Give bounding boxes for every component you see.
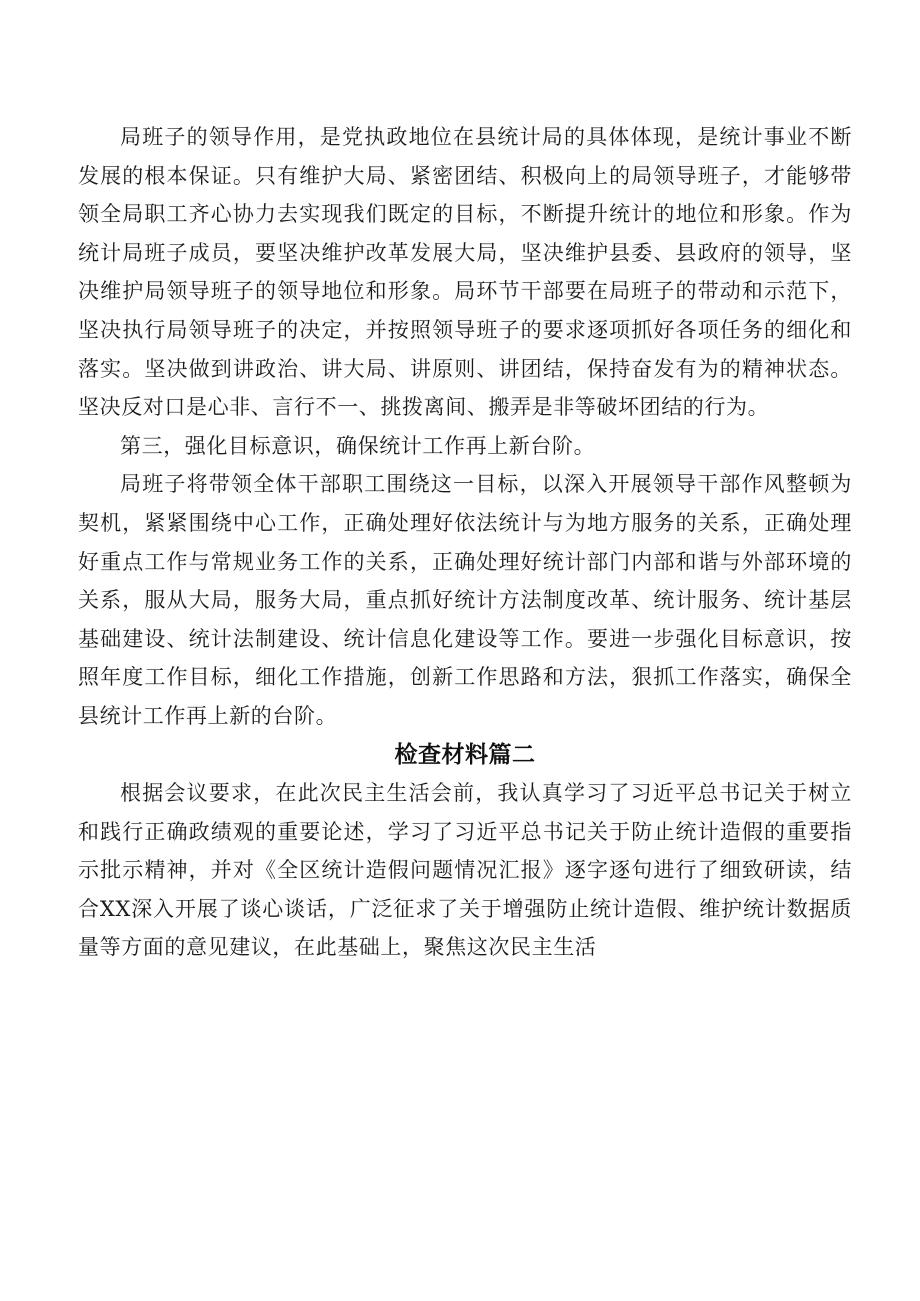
paragraph-meeting: 根据会议要求，在此次民主生活会前，我认真学习了习近平总书记关于树立和践行正确政绩观的重要论述，学习了习近平总书记关于防止统计造假的重要指示批示精神，并对《全区统计造假问题情况汇报》逐字逐句进行了细致研读，结合XX深入开展了谈心谈话，广泛征求了关于增强防止统计造假、维护统计数据质量等方面的意见建议，在此基础上，聚焦这次民主生活 (78, 781, 852, 960)
paragraph-goals: 局班子将带领全体干部职工围绕这一目标，以深入开展领导干部作风整顿为契机，紧紧围绕中心工作，正确处理好依法统计与为地方服务的关系，正确处理好重点工作与常规业务工作的关系，正确处理好统计部门内部和谐与外部环境的关系，服从大局，服务大局，重点抓好统计方法制度改革、统计服务、统计基层基础建设、统计法制建设、统计信息化建设等工作。要进一步强化目标意识，按照年度工作目标，细化工作措施，创新工作思路和方法，狠抓工作落实，确保全县统计工作再上新的台阶。 (78, 472, 852, 728)
paragraph-point-three: 第三，强化目标意识，确保统计工作再上新台阶。 (120, 433, 596, 458)
section-heading: 检查材料篇二 (394, 741, 536, 768)
document-body (78, 118, 852, 967)
paragraph-leadership: 局班子的领导作用，是党执政地位在县统计局的具体体现，是统计事业不断发展的根本保证。只有维护大局、紧密团结、积极向上的局领导班子，才能够带领全局职工齐心协力去实现我们既定的目标，不断提升统计的地位和形象。作为统计局班子成员，要坚决维护改革发展大局，坚决维护县委、县政府的领导，坚决维护局领导班子的领导地位和形象。局环节干部要在局班子的带动和示范下，坚决执行局领导班子的决定，并按照领导班子的要求逐项抓好各项任务的细化和落实。坚决做到讲政治、讲大局、讲原则、讲团结，保持奋发有为的精神状态。坚决反对口是心非、言行不一、挑拨离间、搬弄是非等破坏团结的行为。 (78, 125, 852, 420)
